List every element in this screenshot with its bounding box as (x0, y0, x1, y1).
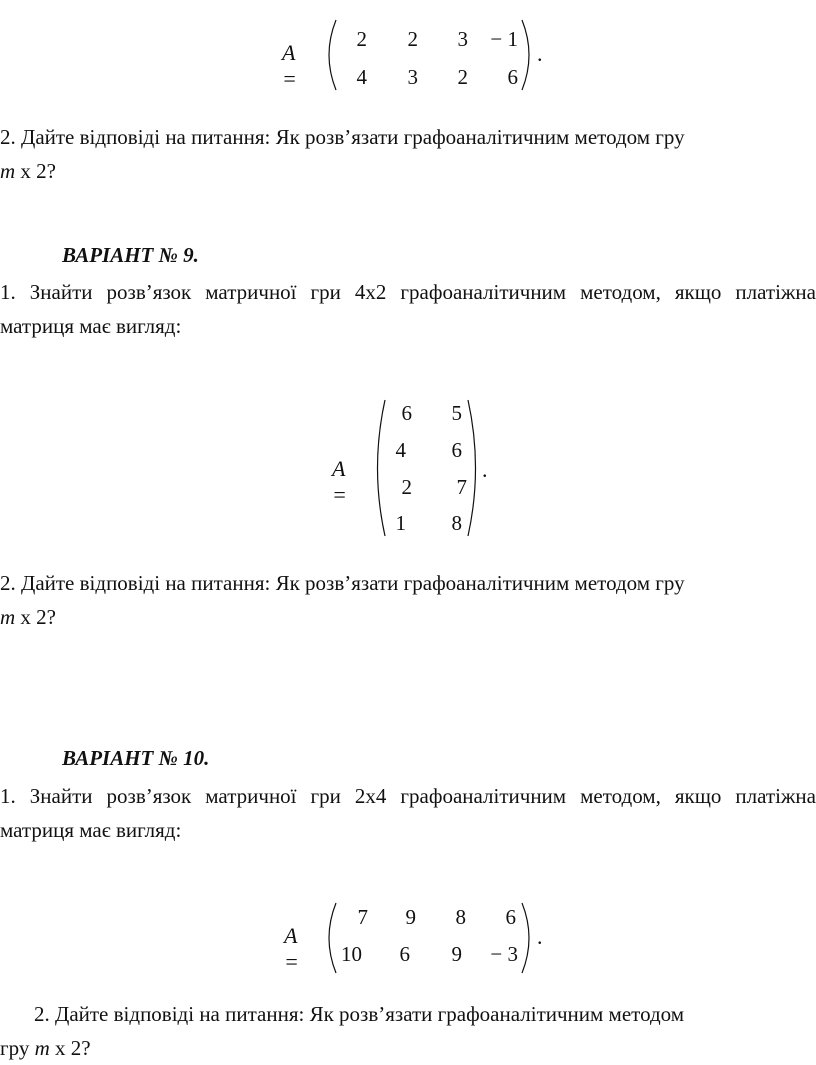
variable-m: m (0, 605, 16, 629)
matrix-cell: 6 (507, 65, 518, 89)
matrix-top-left-paren (324, 18, 338, 92)
matrix-cell: 6 (451, 438, 462, 462)
variable-m: m (34, 1036, 50, 1060)
matrix-cell: 9 (405, 905, 416, 929)
variant-10-question-1: 1. Знайти розв’язок матричної гри 2х4 графоаналітичним методом, якщо платіжна матриця має вигляд: (0, 784, 816, 842)
matrix-cell: 5 (451, 401, 462, 425)
variant-10-question-2-prefix: гру (0, 1036, 35, 1060)
matrix-top-right-paren (520, 18, 534, 92)
matrix-cell: 4 (356, 65, 367, 89)
variant-9-question-2-text: 2. Дайте відповіді на питання: Як розв’язати графоаналітичним методом гру (0, 571, 685, 595)
matrix-cell: 7 (357, 905, 368, 929)
variant-10-question-2 (0, 997, 816, 1065)
variable-m: m (0, 159, 16, 183)
matrix-cell: 6 (399, 942, 410, 966)
matrix-cell: − 1 (490, 27, 518, 51)
matrix-top-label: A = (282, 40, 297, 91)
matrix-10-label: A = (284, 923, 299, 974)
matrix-cell: 3 (407, 65, 418, 89)
matrix-9-period: . (482, 457, 488, 482)
matrix-cell: 8 (455, 905, 466, 929)
variant-9-question-2-rest: х 2? (15, 605, 56, 629)
matrix-10-period: . (537, 924, 543, 949)
matrix-cell: 7 (456, 475, 467, 499)
matrix-cell: 10 (341, 942, 362, 966)
matrix-cell: 3 (457, 27, 468, 51)
variant-10-question-2-text: 2. Дайте відповіді на питання: Як розв’язати графоаналітичним методом (34, 1002, 685, 1026)
question-2-top-text: 2. Дайте відповіді на питання: Як розв’язати графоаналітичним методом гру (0, 125, 685, 149)
variant-9-question-2 (0, 566, 816, 634)
matrix-cell: 6 (505, 905, 516, 929)
matrix-cell: 9 (451, 942, 462, 966)
variant-9-question-2-line2 (0, 600, 816, 634)
variant-10-heading: ВАРІАНТ № 10. (62, 746, 210, 770)
variant-9-question-1: 1. Знайти розв’язок матричної гри 4х2 графоаналітичним методом, якщо платіжна матриця має вигляд: (0, 280, 816, 338)
matrix-cell: 6 (401, 401, 412, 425)
matrix-cell: 2 (401, 475, 412, 499)
matrix-cell: 2 (407, 27, 418, 51)
matrix-10-right-paren (520, 901, 534, 975)
question-2-top (0, 120, 816, 188)
variant-10-question-2-rest: х 2? (49, 1036, 91, 1060)
question-2-top-line2 (0, 154, 816, 188)
variant-10-question-2-line2 (0, 1031, 816, 1065)
matrix-cell: 4 (395, 438, 406, 462)
matrix-top-period: . (537, 41, 543, 66)
variant-9-heading: ВАРІАНТ № 9. (62, 243, 199, 267)
question-2-top-rest: х 2? (15, 159, 56, 183)
matrix-cell: 2 (356, 27, 367, 51)
matrix-cell: 1 (395, 511, 406, 535)
matrix-cell: − 3 (490, 942, 518, 966)
matrix-cell: 2 (457, 65, 468, 89)
matrix-9-right-paren (466, 398, 480, 538)
matrix-cell: 8 (451, 511, 462, 535)
matrix-9-label: A = (332, 456, 347, 507)
